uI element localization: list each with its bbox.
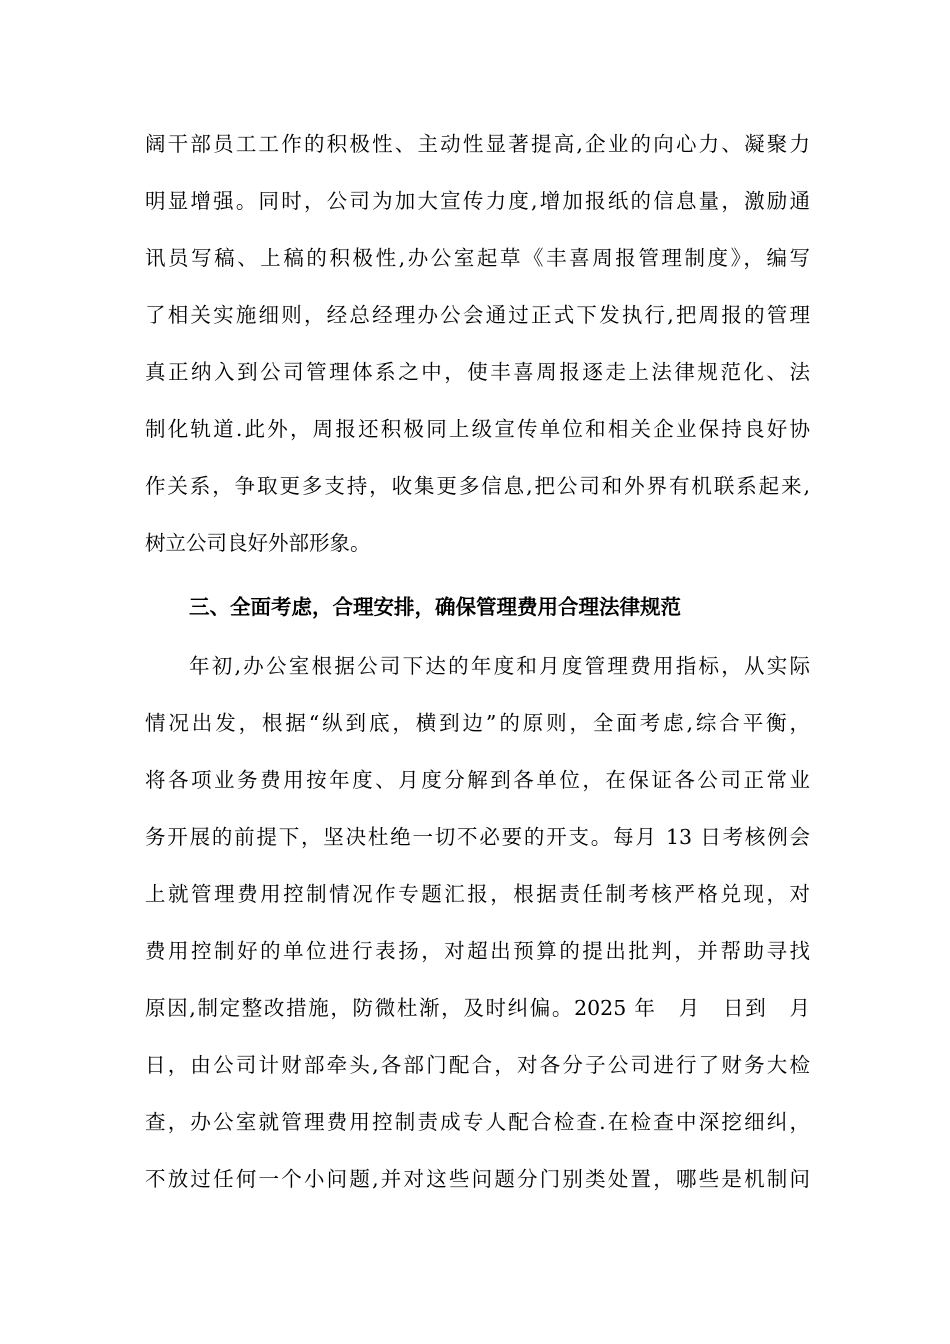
paragraph-line: 务开展的前提下，坚决杜绝一切不必要的开支。每月 13 日考核例会 [145, 825, 810, 849]
paragraph-line: 作关系，争取更多支持，收集更多信息,把公司和外界有机联系起来, [145, 474, 810, 498]
paragraph-line: 讯员写稿、上稿的积极性,办公室起草《丰喜周报管理制度》，编写 [145, 246, 810, 270]
paragraph-line: 树立公司良好外部形象。 [145, 531, 371, 555]
paragraph-line: 阔干部员工工作的积极性、主动性显著提高,企业的向心力、凝聚力 [145, 132, 810, 156]
paragraph-line: 查，办公室就管理费用控制责成专人配合检查.在检查中深挖细纠， [145, 1110, 810, 1134]
paragraph-line: 制化轨道.此外，周报还积极同上级宣传单位和相关企业保持良好协 [145, 417, 810, 441]
paragraph-line: 费用控制好的单位进行表扬，对超出预算的提出批判，并帮助寻找 [145, 939, 810, 963]
paragraph-line: 原因,制定整改措施，防微杜渐，及时纠偏。2025 年 月 日到 月 [145, 996, 810, 1020]
paragraph-line: 不放过任何一个小问题,并对这些问题分门别类处置，哪些是机制问 [145, 1167, 810, 1191]
paragraph-line: 将各项业务费用按年度、月度分解到各单位，在保证各公司正常业 [145, 768, 810, 792]
paragraph-line: 真正纳入到公司管理体系之中，使丰喜周报逐走上法律规范化、法 [145, 360, 810, 384]
paragraph-line: 日，由公司计财部牵头,各部门配合，对各分子公司进行了财务大检 [145, 1053, 810, 1077]
paragraph-line: 上就管理费用控制情况作专题汇报，根据责任制考核严格兑现，对 [145, 882, 810, 906]
paragraph-line: 年初,办公室根据公司下达的年度和月度管理费用指标，从实际 [189, 654, 810, 678]
paragraph-line: 情况出发，根据“纵到底，横到边”的原则，全面考虑,综合平衡， [145, 711, 810, 735]
section-heading: 三、全面考虑，合理安排，确保管理费用合理法律规范 [189, 595, 681, 619]
paragraph-line: 明显增强。同时，公司为加大宣传力度,增加报纸的信息量，激励通 [145, 189, 810, 213]
paragraph-line: 了相关实施细则，经总经理办公会通过正式下发执行,把周报的管理 [145, 303, 810, 327]
